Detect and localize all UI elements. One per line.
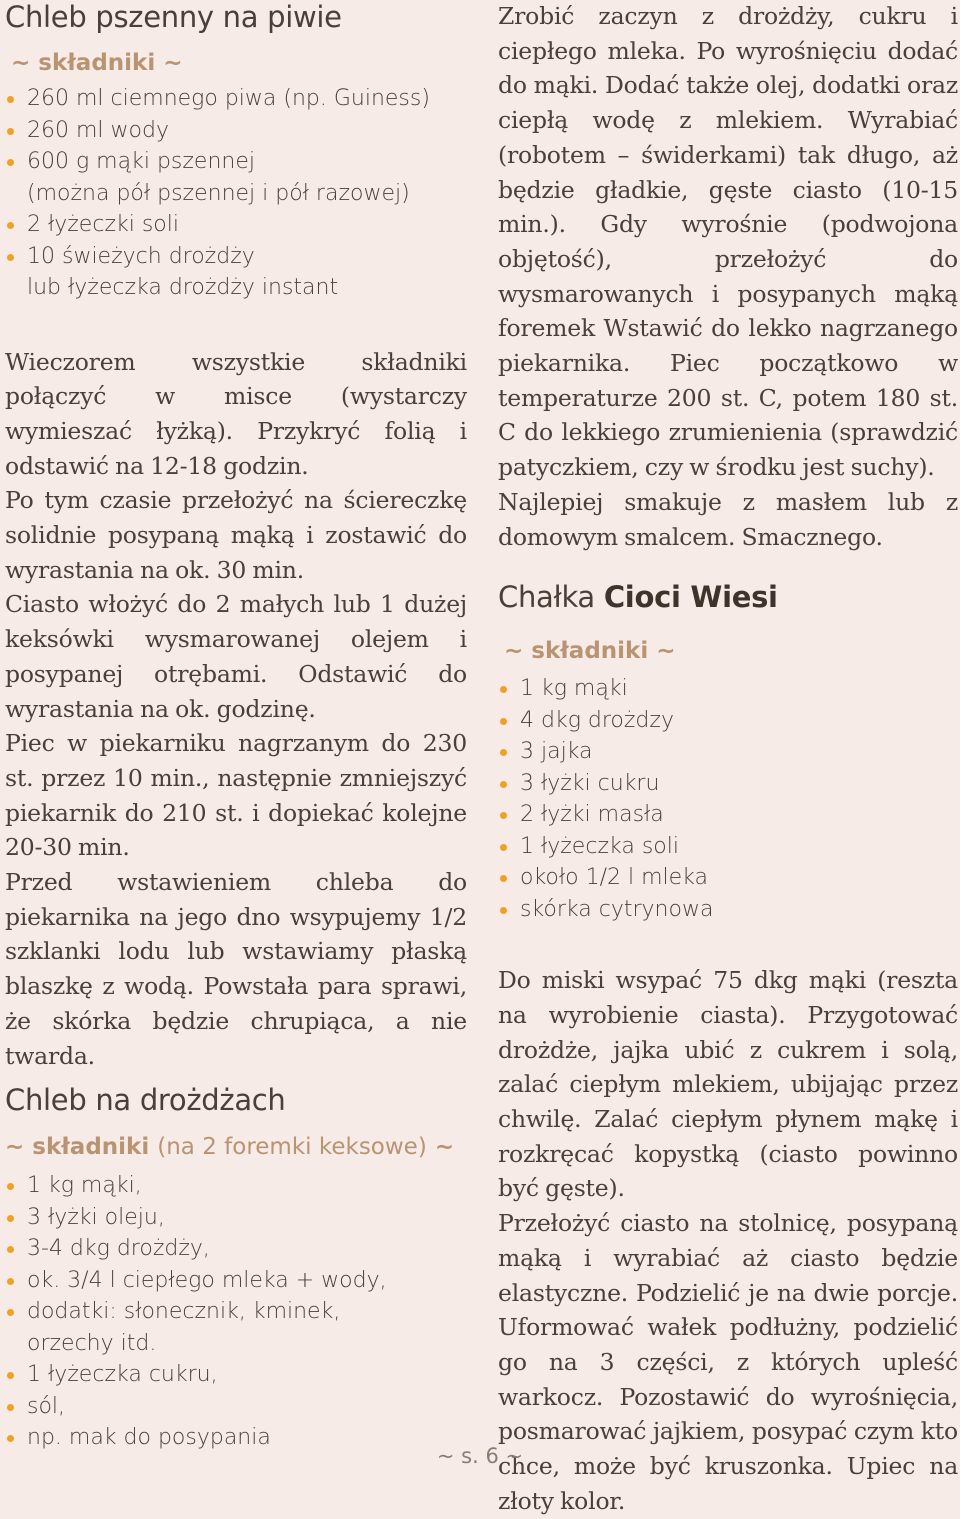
ingredient-subtext: lub łyżeczka drożdży instant: [27, 275, 339, 300]
ingredient-text: 260 ml wody: [27, 117, 169, 143]
ingredient-item: [5, 115, 467, 147]
ingredient-item: [5, 1359, 467, 1391]
instruction-paragraph: Ciasto włożyć do 2 małych lub 1 dużej keksówki wysmarowanej olejem i posypanej otrębami. Odstawić do wyrastania na ok. godzinę.: [5, 590, 467, 723]
ingredient-item: [498, 705, 958, 737]
recipe-title-plain: Chałka: [498, 580, 595, 615]
ingredient-text: 600 g mąki pszennej: [27, 149, 255, 174]
ingredient-text: ok. 3/4 l ciepłego mleka + wody,: [27, 1267, 387, 1293]
ingredient-text: 3 łyżki oleju,: [27, 1204, 165, 1230]
ingredients-list: [5, 83, 467, 304]
ingredient-item: [5, 1202, 467, 1234]
instruction-paragraph: Do miski wsypać 75 dkg mąki (reszta na wyrobienie ciasta). Przygotować drożdże, jajka ubić z cukrem i solą, zalać ciepłym mlekiem, ubijając przez chwilę. Zalać ciepłym płynem mąkę i rozkręcać kopystką (ciasto powinno być gęste).: [498, 966, 958, 1203]
ingredients-list: [5, 1170, 467, 1454]
ingredients-heading: ~ składniki ~: [504, 638, 676, 665]
instructions: [498, 963, 958, 1518]
ingredient-text: 260 ml ciemnego piwa (np. Guiness): [27, 86, 430, 111]
ingredient-item: [5, 1391, 467, 1423]
ingredients-list: [498, 673, 958, 925]
recipe-title: Chleb na drożdżach: [5, 1083, 286, 1118]
ingredients-heading: ~ składniki ~: [11, 50, 183, 76]
ingredient-text: 4 dkg drożdzy: [520, 707, 674, 733]
ingredient-item: [5, 209, 467, 241]
ingredient-text: dodatki: słonecznik, kminek,: [27, 1299, 341, 1325]
ingredients-heading: [5, 1132, 467, 1162]
ingredient-text: 1 kg mąki: [520, 676, 628, 702]
ingredient-text: 2 łyżki masła: [520, 802, 664, 828]
instructions: [5, 345, 467, 1074]
ingredient-text: 1 kg mąki,: [27, 1173, 142, 1199]
instruction-paragraph: Najlepiej smakuje z masłem lub z domowym smalcem. Smacznego.: [498, 487, 958, 551]
ingredient-text: sól,: [27, 1393, 66, 1419]
ingredient-text: 2 łyżeczki soli: [27, 212, 179, 237]
recipe-title: [498, 579, 958, 615]
ingredient-item: [498, 799, 958, 831]
ingredient-text: 1 łyżeczka cukru,: [27, 1362, 218, 1388]
ingredient-item: [498, 768, 958, 800]
instructions: [498, 0, 958, 554]
right-column: [498, 0, 958, 1519]
ingredient-item: [5, 1170, 467, 1202]
ingredient-item: [5, 1296, 467, 1359]
ingredient-item: [5, 1233, 467, 1265]
ingredient-item: [5, 146, 467, 209]
ingredients-heading-end: ~: [434, 1134, 455, 1161]
ingredient-text: około 1/2 l mleka: [520, 865, 708, 891]
ingredient-item: [498, 894, 958, 926]
ingredients-heading-note: (na 2 foremki keksowe): [157, 1134, 427, 1161]
ingredient-subtext: (można pół pszennej i pół razowej): [27, 180, 410, 206]
ingredient-text: np. mak do posypania: [27, 1425, 271, 1451]
ingredient-item: [498, 673, 958, 705]
ingredient-item: [5, 241, 467, 304]
instruction-paragraph: Przełożyć ciasto na stolnicę, posypaną mąką i wyrabiać aż ciasto będzie elastyczne. Podzielić je na dwie porcje. Uformować wałek podłużny, podzielić go na 3 części, z których upleść warkocz. Pozostawić do wyrośnięcia, posmarować jajkiem, posypać czym kto chce, może być kruszonka. Upiec na złoty kolor.: [498, 1209, 958, 1515]
ingredient-item: [498, 831, 958, 863]
ingredient-text: 1 łyżeczka soli: [520, 833, 679, 859]
instruction-paragraph: Wieczorem wszystkie składniki połączyć w misce (wystarczy wymieszać łyżką). Przykryć folią i odstawić na 12-18 godzin.: [5, 347, 467, 480]
ingredients-heading-label: ~ składniki: [5, 1134, 150, 1161]
ingredient-text: 3-4 dkg drożdży,: [27, 1236, 210, 1262]
ingredient-subtext: orzechy itd.: [27, 1330, 157, 1356]
instruction-paragraph: Przed wstawieniem chleba do piekarnika na jego dno wsypujemy 1/2 szklanki lodu lub wstawiamy płaską blaszkę z wodą. Powstała para sprawi, że skórka będzie chrupiąca, a nie twarda.: [5, 868, 467, 1070]
ingredient-item: [498, 862, 958, 894]
ingredient-text: skórka cytrynowa: [520, 896, 714, 922]
ingredient-text: 3 łyżki cukru: [520, 770, 660, 796]
ingredient-text: 10 świeżych drożdży: [27, 243, 255, 269]
recipe-title-strong: Cioci Wiesi: [603, 580, 778, 615]
ingredient-item: [498, 736, 958, 768]
ingredient-item: [5, 83, 467, 115]
page-number: ~ s. 6 ~: [436, 1444, 524, 1468]
ingredient-text: 3 jajka: [520, 739, 593, 765]
instruction-paragraph: Zrobić zaczyn z drożdży, cukru i ciepłego mleka. Po wyrośnięciu dodać do mąki. Dodać także olej, dodatki oraz ciepłą wodę z mlekiem. Wyrabiać (robotem – świderkami) tak długo, aż będzie gładkie, gęste ciasto (10-15 min.). Gdy wyrośnie (podwojona objętość), przełożyć do wysmarowanych i posypanych mąką foremek Wstawić do lekko nagrzanego piekarnika. Piec początkowo w temperaturze 200 st. C, potem 180 st. C do lekkiego zrumienienia (sprawdzić patyczkiem, czy w środku jest suchy).: [498, 2, 958, 482]
left-column: [5, 0, 467, 1454]
ingredient-item: [5, 1265, 467, 1297]
instruction-paragraph: Piec w piekarniku nagrzanym do 230 st. przez 10 min., następnie zmniejszyć piekarnik do 210 st. i dopiekać kolejne 20-30 min.: [5, 729, 467, 862]
instruction-paragraph: Po tym czasie przełożyć na ściereczkę solidnie posypaną mąką i zostawić do wyrastania na ok. 30 min.: [5, 486, 467, 584]
recipe-title: Chleb pszenny na piwie: [5, 0, 342, 34]
